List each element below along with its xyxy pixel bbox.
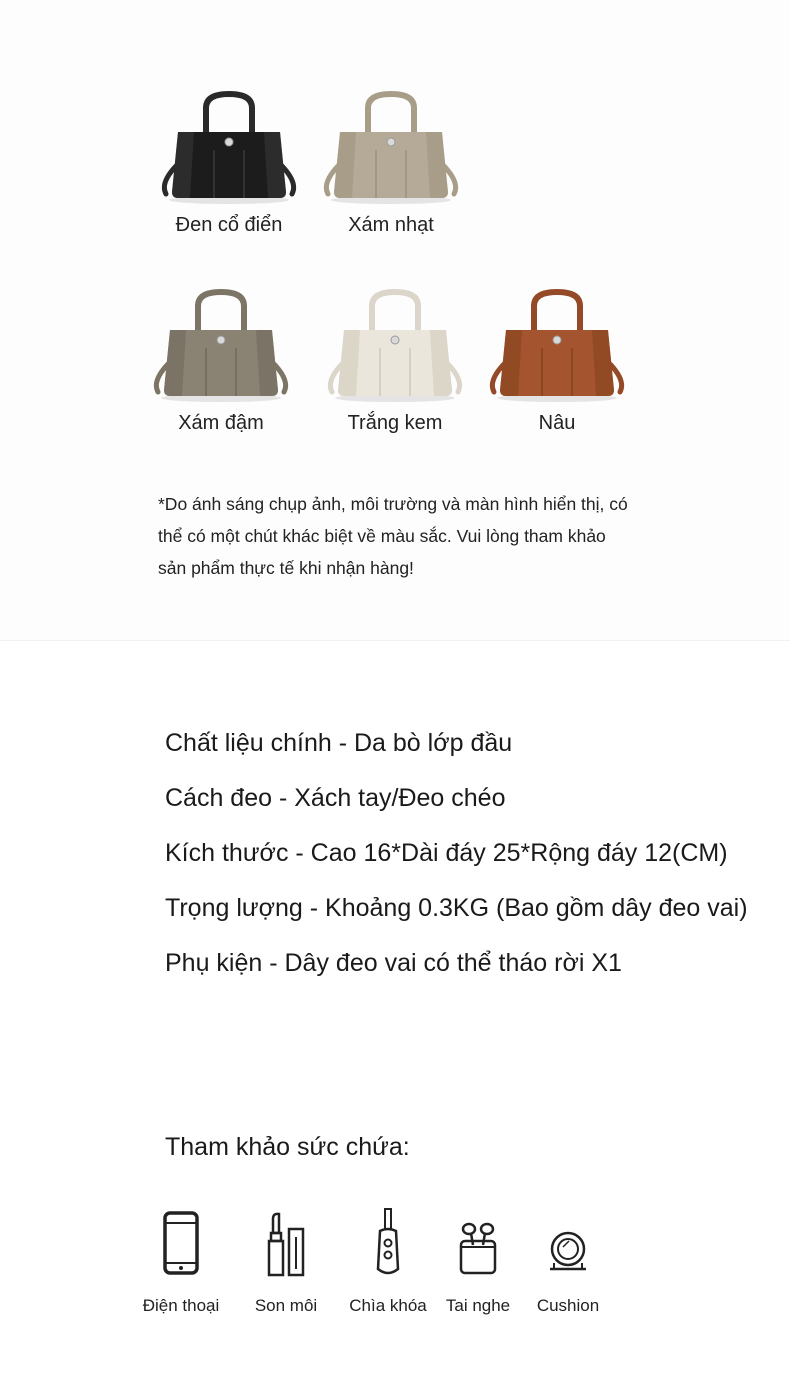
bag-image-cream-white [320,286,470,406]
swatch-label: Xám đậm [178,412,264,434]
spec-material: Chất liệu chính - Da bò lớp đầu [165,729,513,757]
color-disclaimer-note: *Do ánh sáng chụp ảnh, môi trường và màn hình hiển thị, có thể có một chút khác biệt về màu sắc. Vui lòng tham khảo sản phẩm thực tế khi nhận hàng! [158,494,628,578]
swatch-label: Đen cổ điển [175,214,283,236]
swatch-label: Xám nhạt [348,214,434,236]
swatch-light-grey[interactable] [316,88,466,237]
capacity-label: Cushion [536,1296,600,1315]
capacity-item-lipstick [236,1203,336,1316]
bag-handle [198,292,244,332]
capacity-item-earbuds [428,1203,528,1316]
cushion-compact-icon [538,1203,598,1283]
section-divider [0,640,790,641]
bag-image-brown [482,286,632,406]
bag-image-dark-grey [146,286,296,406]
bag-handle [372,292,418,332]
capacity-title: Tham khảo sức chứa: [165,1133,410,1161]
swatch-black[interactable] [154,88,304,237]
bag-snap-button [225,138,233,146]
bag-handle [368,94,414,134]
key-icon [358,1203,418,1283]
earbuds-icon [448,1203,508,1283]
capacity-item-key [338,1203,438,1316]
capacity-label: Chìa khóa [349,1296,427,1315]
spec-dimensions: Kích thước - Cao 16*Dài đáy 25*Rộng đáy 12(CM) [165,839,728,867]
swatch-label: Trắng kem [347,412,443,434]
bag-image-black [154,88,304,208]
capacity-label: Tai nghe [445,1296,511,1315]
bag-snap-button [387,138,395,146]
swatch-brown[interactable] [482,286,632,435]
swatch-dark-grey[interactable] [146,286,296,435]
bag-snap-button [217,336,225,344]
spec-accessories: Phụ kiện - Dây đeo vai có thể tháo rời X1 [165,949,622,977]
bag-image-light-grey [316,88,466,208]
capacity-item-phone [131,1203,231,1316]
bag-snap-button [553,336,561,344]
capacity-label: Son môi [254,1296,318,1315]
phone-icon [151,1203,211,1283]
spec-carry-style: Cách đeo - Xách tay/Đeo chéo [165,784,506,812]
spec-list [165,716,748,991]
swatch-label: Nâu [538,412,576,434]
capacity-label: Điện thoại [142,1296,220,1315]
swatch-cream-white[interactable] [320,286,470,435]
bag-snap-button [391,336,399,344]
lipstick-icon [256,1203,316,1283]
bag-handle [206,94,252,134]
spec-weight: Trọng lượng - Khoảng 0.3KG (Bao gồm dây đeo vai) [165,894,748,922]
bag-handle [534,292,580,332]
capacity-item-cushion [518,1203,618,1316]
